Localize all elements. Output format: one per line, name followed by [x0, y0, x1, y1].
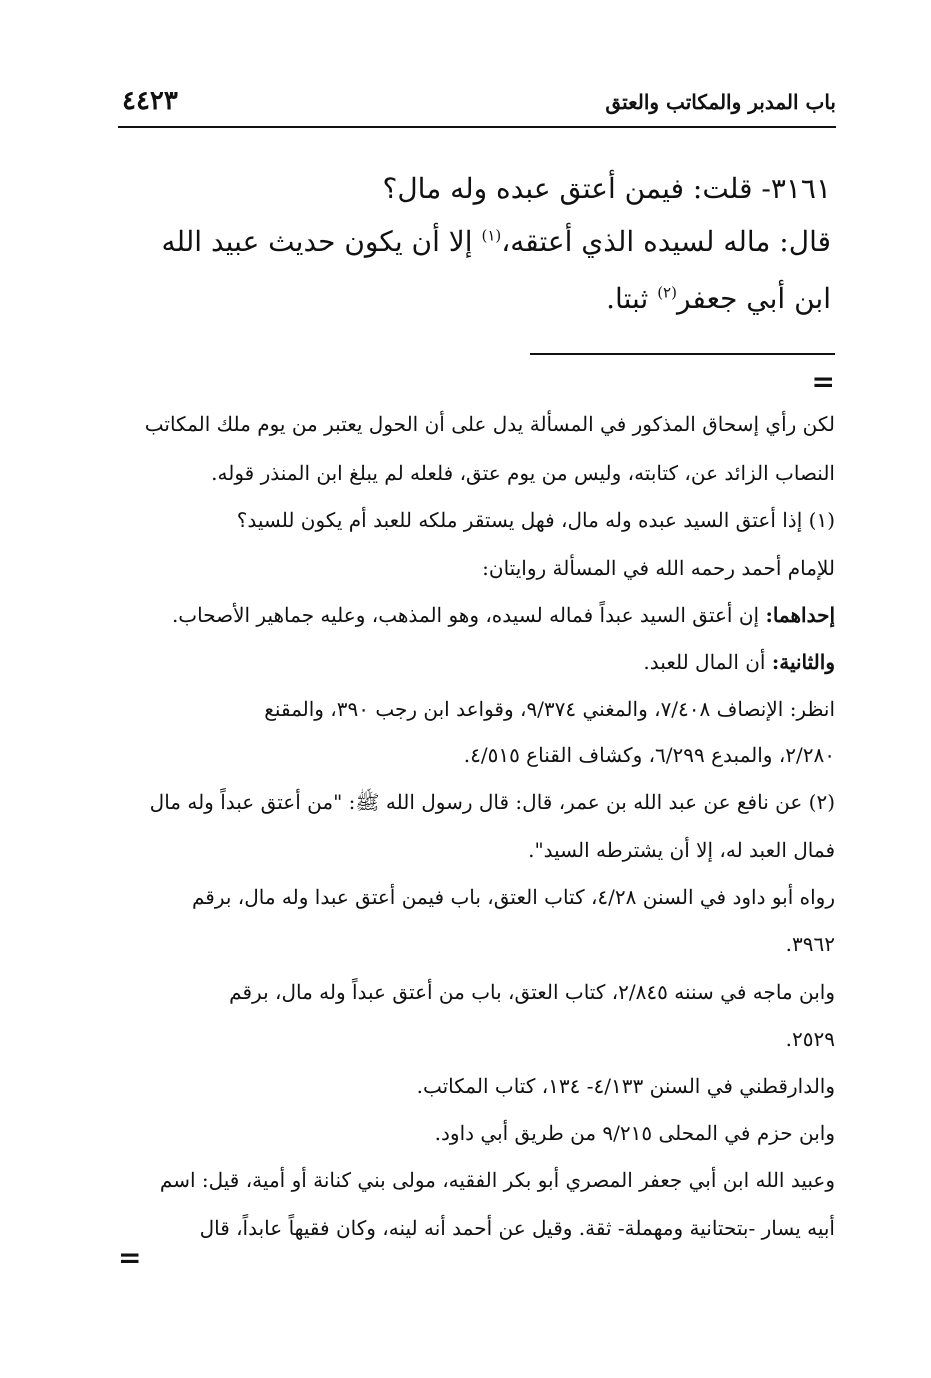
second-narration-text: أن المال للعبد. — [643, 650, 772, 674]
footnote-2-daraqutni: والدارقطني في السنن ٤/١٣٣- ١٣٤، كتاب المكاتب. — [416, 1074, 835, 1098]
footnote-separator — [530, 353, 835, 355]
footnote-2-ubaydullah-line-1: وعبيد الله ابن أبي جعفر المصري أبو بكر الفقيه، مولى بني كنانة أو أمية، قيل: اسم — [159, 1168, 835, 1192]
answer-line-2 — [606, 282, 831, 315]
footnote-2-ubaydullah-line-2: أبيه يسار -بتحتانية ومهملة- ثقة. وقيل عن أحمد أنه لينه، وكان فقيهاً عابداً، قال — [199, 1216, 835, 1240]
footnote-2-ibn-majah-line-1: وابن ماجه في سننه ٢/٨٤٥، كتاب العتق، باب من أعتق عبداً وله مال، برقم — [229, 980, 835, 1004]
first-narration-label: إحداهما: — [765, 603, 835, 627]
footnote-1-second-narration — [118, 650, 835, 674]
first-narration-text: إن أعتق السيد عبداً فماله لسيده، وهو المذهب، وعليه جماهير الأصحاب. — [171, 603, 766, 627]
continuation-marker-top: = — [811, 365, 835, 398]
second-narration-label: والثانية: — [771, 650, 835, 674]
footnote-2-abu-dawud-line-2: ٣٩٦٢. — [785, 932, 835, 956]
footnote-1-first-narration — [118, 603, 835, 627]
footnote-1-refs-line-2: ٢/٢٨٠، والمبدع ٦/٢٩٩، وكشاف القناع ٤/٥١٥. — [463, 743, 835, 767]
page-number: ٤٤٢٣ — [122, 86, 178, 116]
footnote-2-abu-dawud-line-1: رواه أبو داود في السنن ٤/٢٨، كتاب العتق، باب فيمن أعتق عبدا وله مال، برقم — [191, 885, 835, 909]
question-line: ٣١٦١- قلت: فيمن أعتق عبده وله مال؟ — [382, 172, 831, 205]
footnote-ref-1: (١) — [481, 226, 502, 245]
footnote-2-line-1: (٢) عن نافع عن عبد الله بن عمر، قال: قال رسول الله ﷺ: "من أعتق عبداً وله مال — [149, 790, 835, 814]
chapter-title: باب المدبر والمكاتب والعتق — [605, 90, 836, 114]
answer-text-part1: قال: ماله لسيده الذي أعتقه، — [501, 225, 831, 258]
footnote-continued-line-1: لكن رأي إسحاق المذكور في المسألة يدل على أن الحول يعتبر من يوم ملك المكاتب — [144, 412, 835, 436]
footnote-continued-line-2: النصاب الزائد عن، كتابته، وليس من يوم عتق، فلعله لم يبلغ ابن المنذر قوله. — [211, 461, 835, 485]
footnote-2-ibn-hazm: وابن حزم في المحلى ٩/٢١٥ من طريق أبي داود. — [434, 1121, 835, 1145]
footnote-1-line-1: (١) إذا أعتق السيد عبده وله مال، فهل يستقر ملكه للعبد أم يكون للسيد؟ — [236, 508, 835, 532]
answer-text-part2: إلا أن يكون حديث عبيد الله — [161, 225, 482, 258]
footnote-2-line-2: فمال العبد له، إلا أن يشترطه السيد". — [528, 838, 835, 862]
answer-line-1 — [161, 225, 831, 258]
page-header — [118, 88, 836, 128]
footnote-1-line-2: للإمام أحمد رحمه الله في المسألة روايتان: — [482, 556, 835, 580]
footnote-1-refs-line-1: انظر: الإنصاف ٧/٤٠٨، والمغني ٩/٣٧٤، وقواعد ابن رجب ٣٩٠، والمقنع — [264, 697, 835, 721]
footnote-2-ibn-majah-line-2: ٢٥٢٩. — [785, 1027, 835, 1051]
continuation-marker-bottom: = — [118, 1241, 142, 1274]
footnote-ref-2: (٢) — [657, 283, 677, 302]
answer-text-part4: ثبتا. — [606, 282, 658, 315]
answer-text-part3: ابن أبي جعفر — [676, 282, 831, 315]
